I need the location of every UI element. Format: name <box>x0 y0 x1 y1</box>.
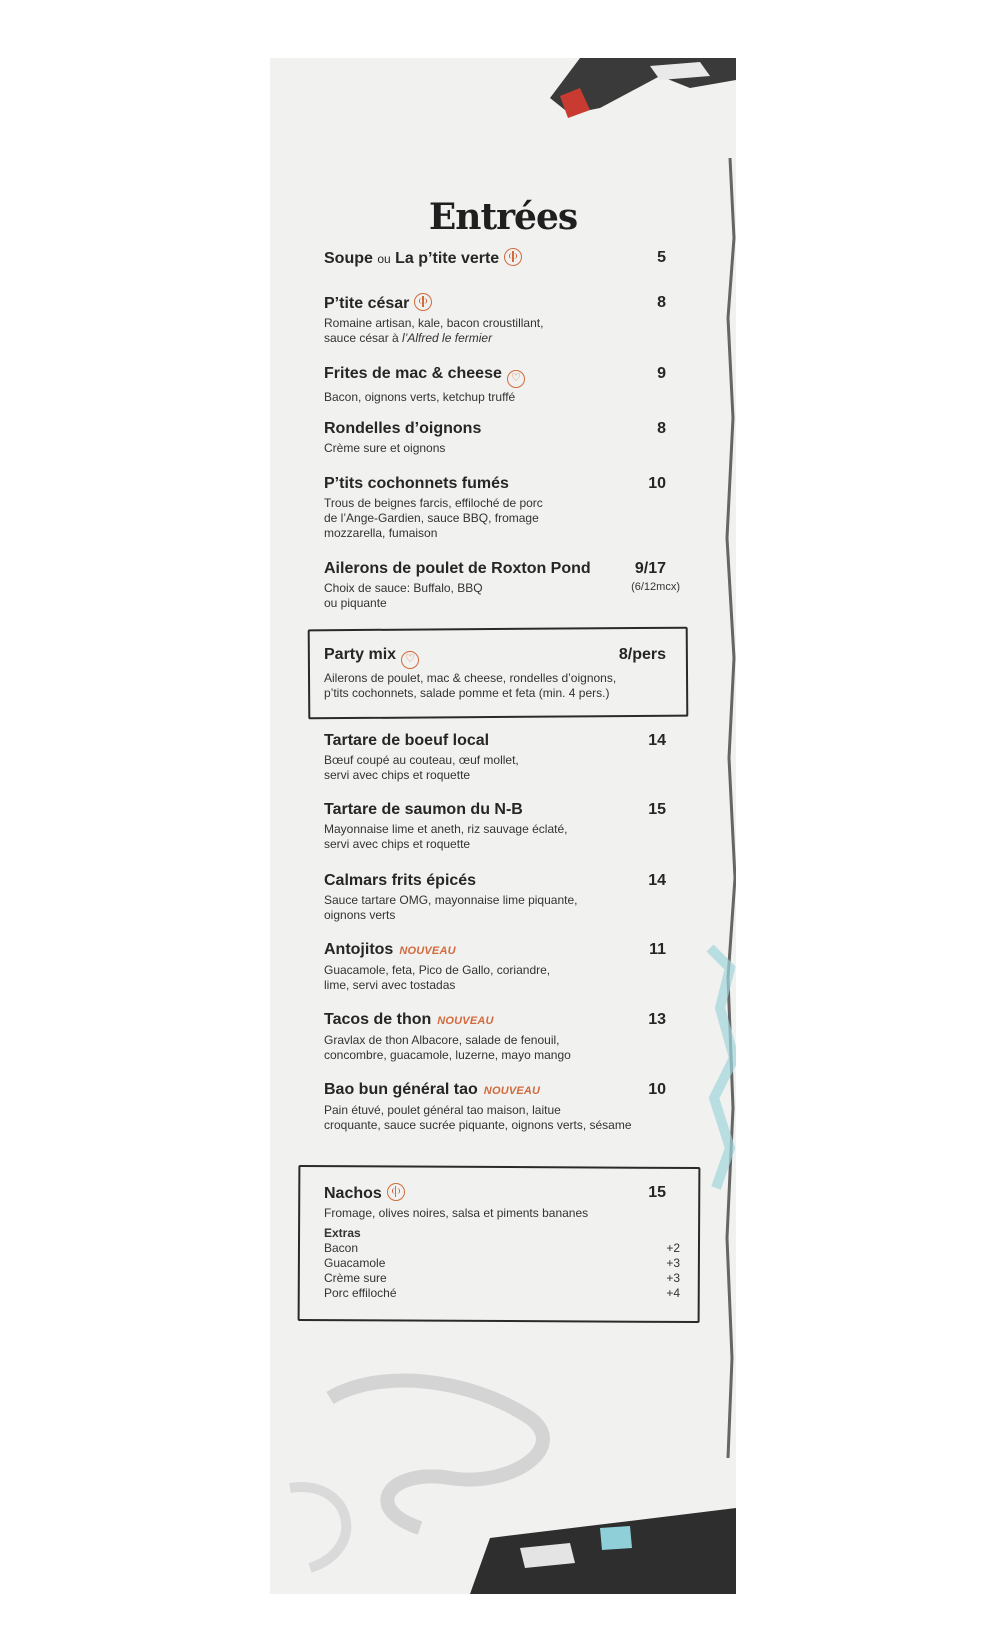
item-price: 9/17 <box>634 560 666 577</box>
item-price: 15 <box>648 801 666 818</box>
new-badge: NOUVEAU <box>483 1085 541 1097</box>
new-badge: NOUVEAU <box>399 945 456 957</box>
item-description: Bacon, oignons verts, ketchup truffé <box>324 390 516 404</box>
item-description: Choix de sauce: Buffalo, BBQ ou piquante <box>324 581 483 610</box>
item-description: Gravlax de thon Albacore, salade de fenouil, concombre, guacamole, luzerne, mayo mango <box>324 1033 571 1062</box>
item-description: Bœuf coupé au couteau, œuf mollet, servi avec chips et roquette <box>324 753 519 782</box>
item-price-note: (6/12mcx) <box>631 581 680 593</box>
item-name: Tartare de boeuf local <box>324 732 490 749</box>
torn-paper-decoration-right <box>722 158 736 1458</box>
item-price: 15 <box>648 1184 666 1201</box>
wheat-icon <box>387 1183 405 1201</box>
extras-row: Bacon +2 <box>324 1241 680 1255</box>
item-name: P’tits cochonnets fumés <box>324 475 509 492</box>
item-price: 13 <box>648 1011 666 1028</box>
item-price: 5 <box>657 249 666 266</box>
item-description: Fromage, olives noires, salsa et piments bananes <box>324 1206 589 1220</box>
item-price: 11 <box>649 941 666 958</box>
item-price: 10 <box>648 1081 666 1098</box>
teal-splash-decoration <box>670 938 736 1198</box>
item-price: 8/pers <box>618 646 666 663</box>
item-description: Crème sure et oignons <box>324 441 446 455</box>
wheat-icon <box>504 248 522 266</box>
item-name: Bao bun général tao NOUVEAU <box>324 1081 541 1098</box>
extras-row: Guacamole +3 <box>324 1256 680 1270</box>
item-name: Nachos <box>324 1183 684 1204</box>
item-description: Sauce tartare OMG, mayonnaise lime piquante, oignons verts <box>324 893 578 922</box>
heart-icon: ♡ <box>507 370 525 388</box>
item-name: Tartare de saumon du N-B <box>324 801 523 818</box>
menu-panel <box>270 58 736 1594</box>
item-name: Antojitos NOUVEAU <box>324 941 456 958</box>
item-price: 8 <box>657 420 666 437</box>
extras-title: Extras <box>324 1226 361 1240</box>
item-name: Soupe ou La p’tite verte <box>324 248 674 269</box>
item-name: Tacos de thon NOUVEAU <box>324 1011 494 1028</box>
item-price: 8 <box>657 294 666 311</box>
connector-text: ou <box>377 252 391 266</box>
item-name: Calmars frits épicés <box>324 872 477 889</box>
item-description: Ailerons de poulet, mac & cheese, rondelles d’oignons, p’tits cochonnets, salade pomme et feta (min. 4 pers.) <box>324 671 617 700</box>
new-badge: NOUVEAU <box>437 1015 494 1027</box>
item-description: Romaine artisan, kale, bacon croustillant, sauce césar à l’Alfred le fermier <box>324 316 544 345</box>
wheat-icon <box>414 293 432 311</box>
page-title: Entrées <box>428 196 578 238</box>
item-price: 14 <box>648 732 666 749</box>
extras-row: Crème sure +3 <box>324 1271 680 1285</box>
item-price: 9 <box>657 365 666 382</box>
item-description: Guacamole, feta, Pico de Gallo, coriandre, lime, servi avec tostadas <box>324 963 551 992</box>
torn-paper-decoration-top <box>540 58 736 118</box>
item-price: 10 <box>648 475 666 492</box>
graffiti-decoration-bottom <box>270 1358 736 1594</box>
item-name: Rondelles d’oignons <box>324 420 482 437</box>
item-description: Pain étuvé, poulet général tao maison, laitue croquante, sauce sucrée piquante, oignons verts, sésame <box>324 1103 632 1132</box>
extras-row: Porc effiloché +4 <box>324 1286 680 1300</box>
item-description: Mayonnaise lime et aneth, riz sauvage éclaté, servi avec chips et roquette <box>324 822 568 851</box>
item-name: P’tite césar <box>324 293 674 314</box>
item-name: Ailerons de poulet de Roxton Pond <box>324 560 591 577</box>
item-name: Frites de mac & cheese ♡ <box>324 364 674 388</box>
item-price: 14 <box>648 872 666 889</box>
heart-icon: ♡ <box>401 651 419 669</box>
item-name: Party mix ♡ <box>324 645 674 669</box>
extras-list <box>324 1226 680 1301</box>
item-description: Trous de beignes farcis, effiloché de porc de l’Ange-Gardien, sauce BBQ, fromage mozzarella, fumaison <box>324 496 543 540</box>
